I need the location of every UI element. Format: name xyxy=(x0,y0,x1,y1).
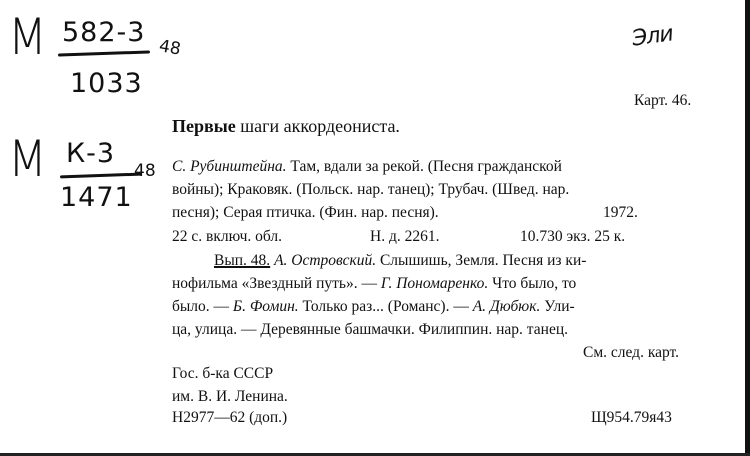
issue-author-2: Г. Пономаренко. xyxy=(380,275,489,292)
issue-line-2-b: Что было, то xyxy=(488,275,577,292)
copies-info: 10.730 экз. 25 к. xyxy=(520,228,626,245)
card-right-edge xyxy=(745,0,750,456)
title-bold: Первые xyxy=(172,116,236,136)
issue-line-1-text: Слышишь, Земля. Песня из ки- xyxy=(376,252,587,269)
shelfmark-bottom-fraction-line xyxy=(60,173,142,179)
pages-info: 22 с. включ. обл. xyxy=(172,228,282,245)
shelfmark-bottom-numerator: К-3 xyxy=(66,138,116,169)
issue-line-3-a: было. — xyxy=(172,298,233,315)
issue-line-4: ца, улица. — Деревянные башмачки. Филиппин. нар. танец. xyxy=(172,321,568,338)
issue-line-3-c: Ули- xyxy=(540,298,575,315)
issue-author-3: Б. Фомин. xyxy=(232,298,299,315)
see-next-card: См. след. карт. xyxy=(583,344,680,361)
card-number: Карт. 46. xyxy=(634,92,692,109)
shelfmark-bottom-denominator: 1471 xyxy=(60,182,133,213)
contents-author: С. Рубинштейна. xyxy=(172,158,287,175)
shelfmark-top-numerator: 582-3 xyxy=(62,17,146,48)
classification-code: Щ954.79я43 xyxy=(591,409,672,426)
library-line-1: Гос. б-ка СССР xyxy=(172,365,274,382)
corner-handwritten-mark: Эли xyxy=(630,21,675,52)
issue-author-1: А. Островский. xyxy=(270,252,377,269)
shelfmark-top-letter: М xyxy=(8,8,47,66)
issue-line-2-a: нофильма «Звездный путь». — xyxy=(172,275,381,292)
title-rest: шаги аккордеониста. xyxy=(235,116,400,136)
nd-info: Н. д. 2261. xyxy=(370,228,440,245)
shelfmark-top-fraction-line xyxy=(58,50,150,56)
issue-line-2 xyxy=(172,276,576,292)
shelfmark-bottom-letter: М xyxy=(8,130,47,188)
issue-author-4: А. Дюбюк. xyxy=(472,298,541,315)
contents-line-1 xyxy=(172,159,562,175)
library-line-3: Н2977—62 (доп.) xyxy=(172,409,288,426)
contents-line-1-text: Там, вдали за рекой. (Песня гражданской xyxy=(286,158,562,175)
publication-year: 1972. xyxy=(603,204,638,221)
shelfmark-top-note: 48 xyxy=(157,36,183,60)
shelfmark-bottom-note: 48 xyxy=(134,161,156,181)
shelfmark-top-denominator: 1033 xyxy=(70,68,143,99)
issue-label: Вып. 48. xyxy=(214,252,271,269)
card-title xyxy=(172,117,400,135)
library-line-2: им. В. И. Ленина. xyxy=(172,388,288,405)
contents-line-2: войны); Краковяк. (Польск. нар. танец); Трубач. (Швед. нар. xyxy=(172,181,570,198)
issue-line-3-b: Только раз... (Романс). — xyxy=(298,298,473,315)
issue-line-1 xyxy=(214,253,586,269)
issue-line-3 xyxy=(172,299,575,315)
contents-line-3: песня); Серая птичка. (Фин. нар. песня). xyxy=(172,204,439,221)
